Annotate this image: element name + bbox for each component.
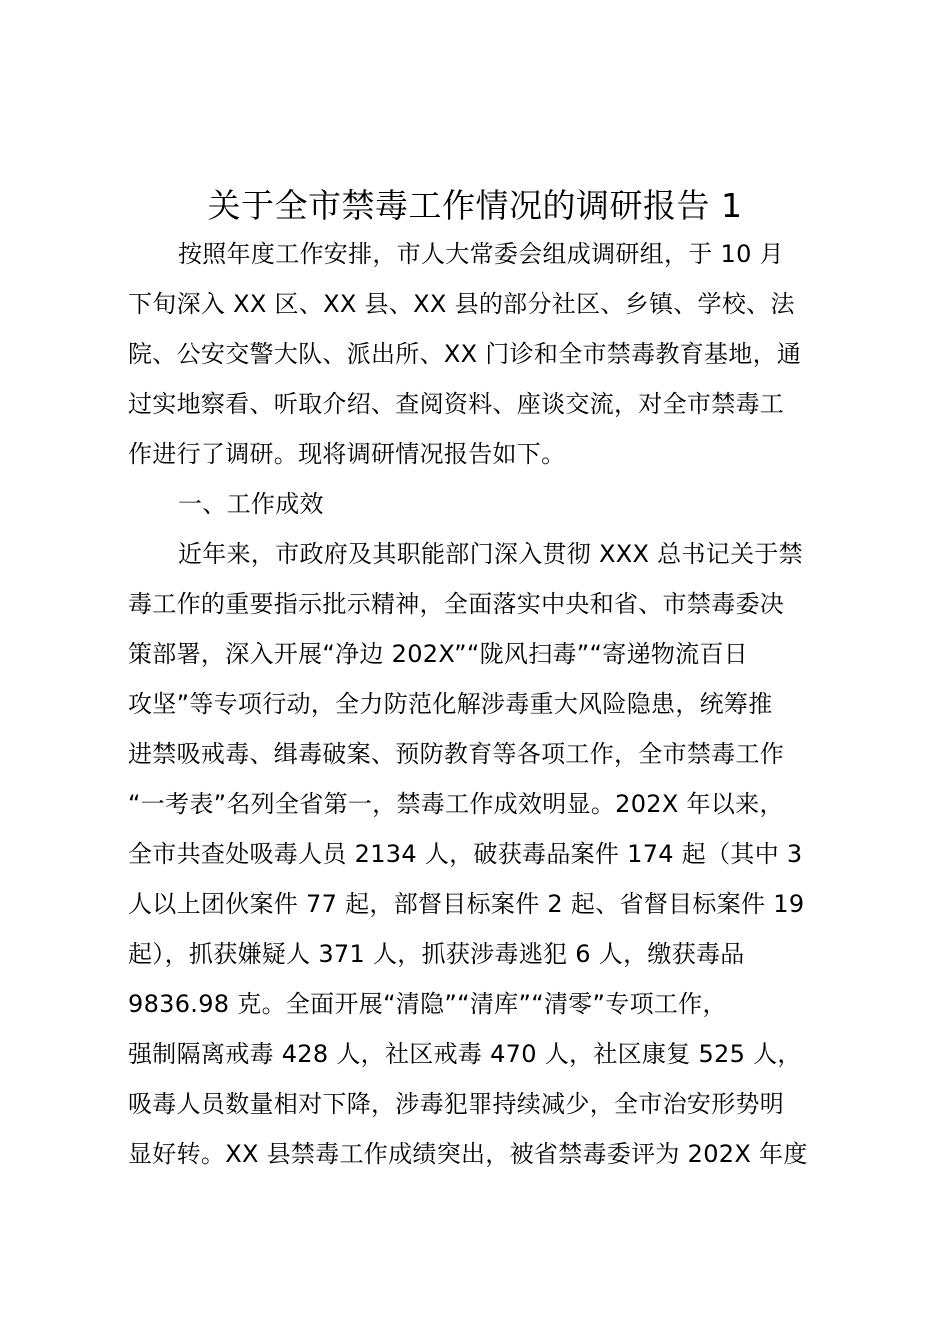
paragraph-line: 攻坚”等专项行动，全力防范化解涉毒重大风险隐患，统筹推: [128, 690, 773, 718]
paragraph-line: 下旬深入 XX 区、XX 县、XX 县的部分社区、乡镇、学校、法: [128, 290, 795, 318]
paragraph-line: 吸毒人员数量相对下降，涉毒犯罪持续减少，全市治安形势明: [128, 1090, 785, 1118]
paragraph-line: 按照年度工作安排，市人大常委会组成调研组，于 10 月: [178, 240, 784, 268]
paragraph-line: 近年来，市政府及其职能部门深入贯彻 XXX 总书记关于禁: [178, 540, 803, 568]
paragraph-line: 作进行了调研。现将调研情况报告如下。: [128, 440, 566, 468]
paragraph-line: “一考表”名列全省第一，禁毒工作成效明显。202X 年以来，: [128, 790, 784, 818]
paragraph-line: 进禁吸戒毒、缉毒破案、预防教育等各项工作，全市禁毒工作: [128, 740, 785, 768]
paragraph-line: 9836.98 克。全面开展“清隐”“清库”“清零”专项工作，: [128, 990, 727, 1018]
paragraph-line: 策部署，深入开展“净边 202X”“陇风扫毒”“寄递物流百日: [128, 640, 749, 668]
paragraph-line: 人以上团伙案件 77 起，部督目标案件 2 起、省督目标案件 19: [128, 890, 805, 918]
paragraph-line: 全市共查处吸毒人员 2134 人，破获毒品案件 174 起（其中 3: [128, 840, 803, 868]
paragraph-line: 毒工作的重要指示批示精神，全面落实中央和省、市禁毒委决: [128, 590, 785, 618]
paragraph-line: 强制隔离戒毒 428 人，社区戒毒 470 人，社区康复 525 人，: [128, 1040, 802, 1068]
paragraph-line: 过实地察看、听取介绍、查阅资料、座谈交流，对全市禁毒工: [128, 390, 785, 418]
document-title: 关于全市禁毒工作情况的调研报告 1: [207, 186, 743, 225]
paragraph-line: 院、公安交警大队、派出所、XX 门诊和全市禁毒教育基地，通: [128, 340, 802, 368]
paragraph-line: 起），抓获嫌疑人 371 人，抓获涉毒逃犯 6 人，缴获毒品: [128, 940, 745, 968]
section-heading: 一、工作成效: [178, 490, 324, 518]
paragraph-line: 显好转。XX 县禁毒工作成绩突出，被省禁毒委评为 202X 年度: [128, 1140, 808, 1168]
